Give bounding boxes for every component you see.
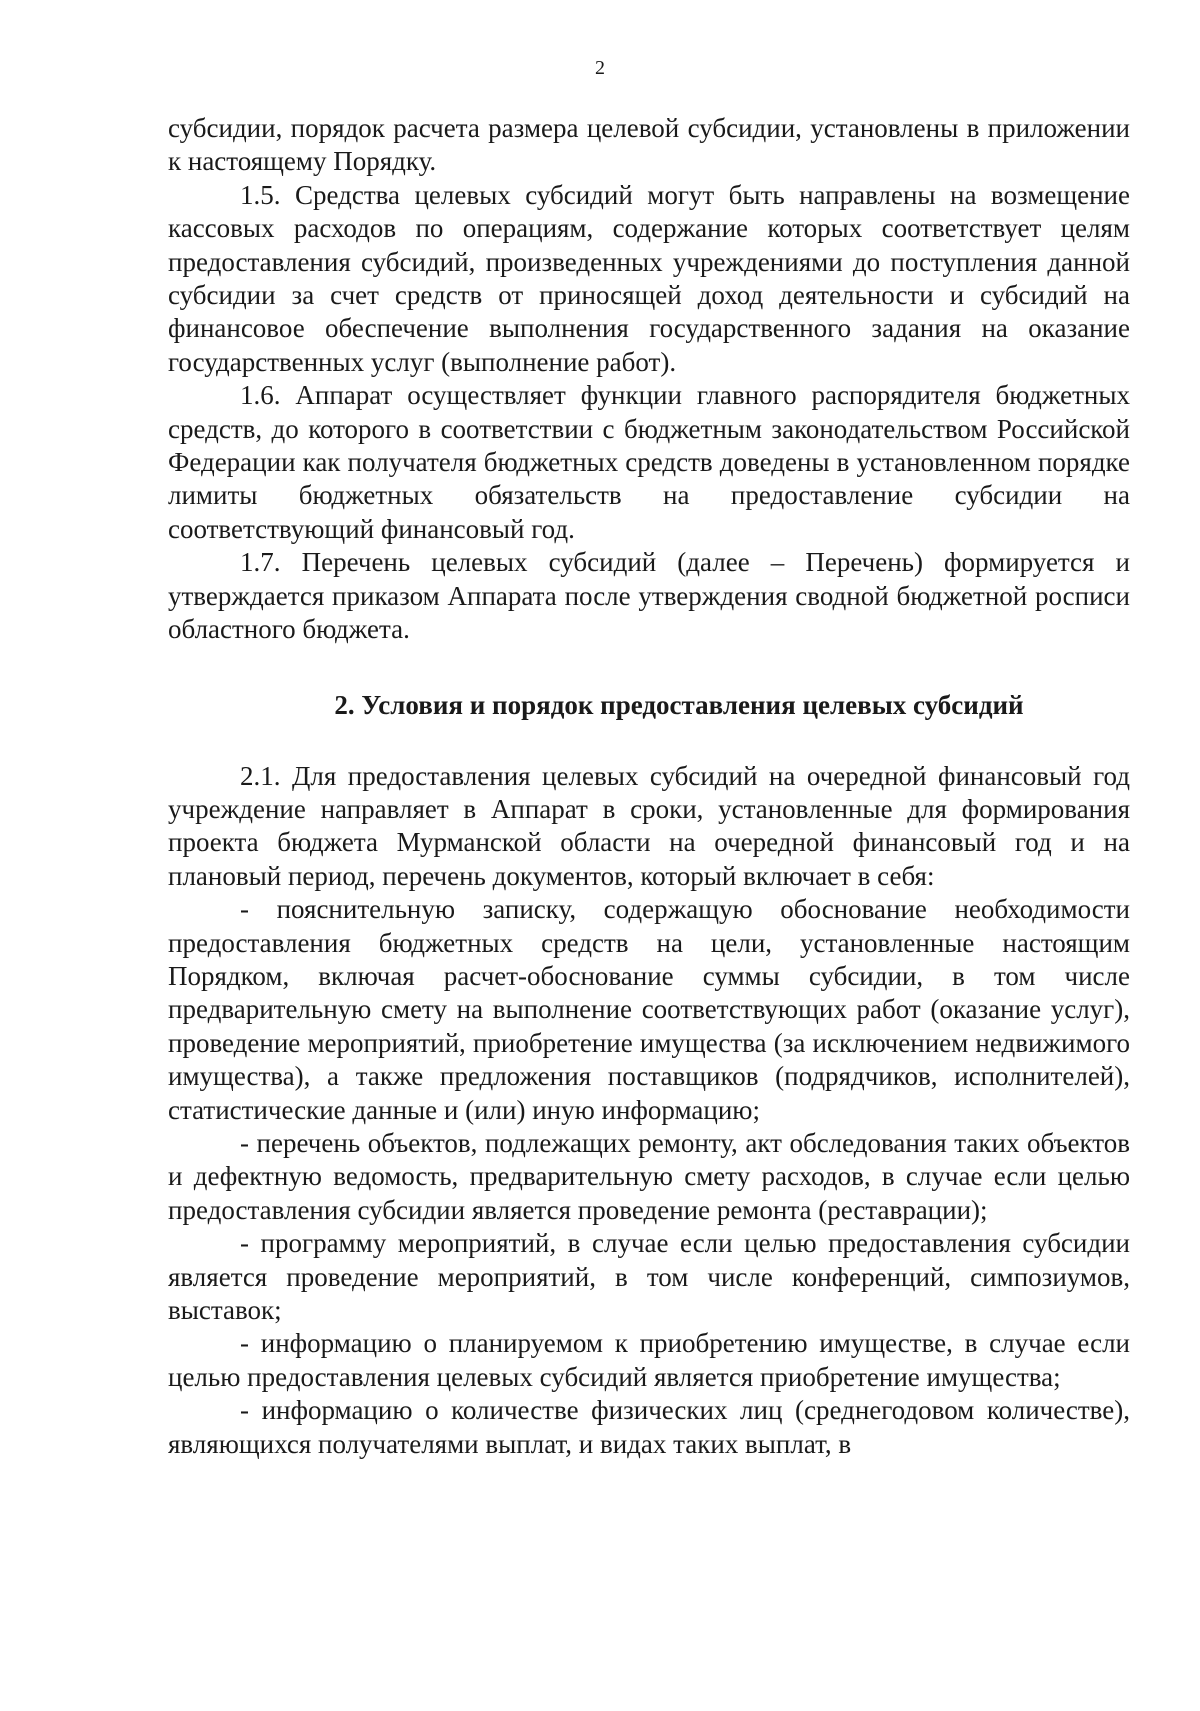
document-body <box>168 112 1130 1461</box>
list-item-repair-objects: - перечень объектов, подлежащих ремонту, акт обследования таких объектов и дефектную ведомость, предварительную смету расходов, в случае если целью предоставления субсидии является проведение ремонта (реставрации); <box>168 1127 1130 1225</box>
list-item-property-acquisition: - информацию о планируемом к приобретению имуществе, в случае если целью предоставления целевых субсидий является приобретение имущества; <box>168 1328 1130 1392</box>
paragraph-1-6: 1.6. Аппарат осуществляет функции главного распорядителя бюджетных средств, до которого в соответствии с бюджетным законодательством Российской Федерации как получателя бюджетных средств доведены в установленном порядке лимиты бюджетных обязательств на предоставление субсидии на соответствующий финансовый год. <box>168 380 1130 544</box>
page-number: 2 <box>595 57 605 79</box>
paragraph-subsidy-calculation: субсидии, порядок расчета размера целевой субсидии, установлены в приложении к настоящему Порядку. <box>168 113 1130 177</box>
list-item-event-program: - программу мероприятий, в случае если целью предоставления субсидии является проведение мероприятий, в том числе конференций, симпозиумов, выставок; <box>168 1228 1130 1325</box>
list-item-explanatory-note: - пояснительную записку, содержащую обоснование необходимости предоставления бюджетных средств на цели, установленные настоящим Порядком, включая расчет-обоснование суммы субсидии, в том числе предварительную смету на выполнение соответствующих работ (оказание услуг), проведение мероприятий, приобретение имущества (за исключением недвижимого имущества), а также предложения поставщиков (подрядчиков, исполнителей), статистические данные и (или) иную информацию; <box>168 894 1130 1125</box>
paragraph-2-1: 2.1. Для предоставления целевых субсидий на очередной финансовый год учреждение направляет в Аппарат в сроки, установленные для формирования проекта бюджета Мурманской области на очередной финансовый год и на плановый период, перечень документов, который включает в себя: <box>168 760 1130 891</box>
paragraph-1-5: 1.5. Средства целевых субсидий могут быть направлены на возмещение кассовых расходов по операциям, содержание которых соответствует целям предоставления субсидий, произведенных учреждениями до поступления данной субсидии за счет средств от приносящей доход деятельности и субсидий на финансовое обеспечение выполнения государственного задания на оказание государственных услуг (выполнение работ). <box>168 179 1130 377</box>
section-heading: 2. Условия и порядок предоставления целевых субсидий <box>334 689 1024 720</box>
paragraph-1-7: 1.7. Перечень целевых субсидий (далее – Перечень) формируется и утверждается приказом Аппарата после утверждения сводной бюджетной росписи областного бюджета. <box>168 547 1130 645</box>
list-item-payment-recipients: - информацию о количестве физических лиц (среднегодовом количестве), являющихся получателями выплат, и видах таких выплат, в <box>168 1395 1130 1459</box>
